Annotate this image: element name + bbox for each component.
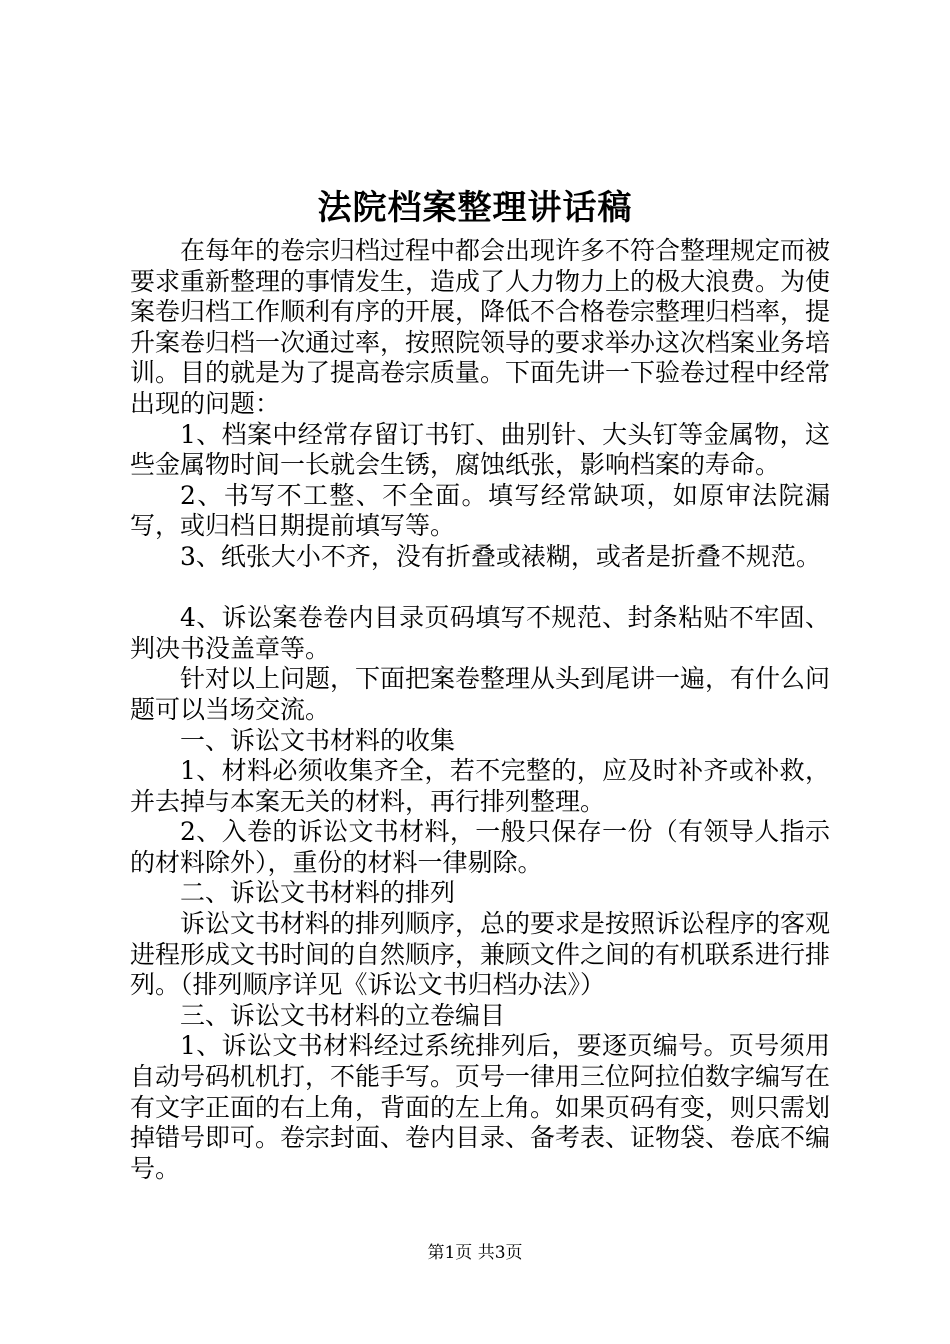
paragraph-transition: 针对以上问题，下面把案卷整理从头到尾讲一遍，有什么问题可以当场交流。	[130, 664, 831, 724]
section-heading-arrangement: 二、诉讼文书材料的排列	[180, 878, 456, 908]
paragraph-cataloguing-1: 1、诉讼文书材料经过系统排列后，要逐页编号。页号须用自动号码机机打，不能手写。页号一律用三位阿拉伯数字编写在有文字正面的右上角，背面的左上角。如果页码有变，则只需划掉错号即可。卷宗封面、卷内目录、备考表、证物袋、卷底不编号。	[130, 1031, 831, 1183]
paragraph-collection-1: 1、材料必须收集齐全，若不完整的，应及时补齐或补救，并去掉与本案无关的材料，再行排列整理。	[130, 756, 830, 816]
paragraph-arrangement: 诉讼文书材料的排列顺序，总的要求是按照诉讼程序的客观进程形成文书时间的自然顺序，兼顾文件之间的有机联系进行排列。（排列顺序详见《诉讼文书归档办法》）	[130, 909, 831, 1000]
page-footer: 第1页 共3页	[427, 1243, 523, 1263]
section-heading-collection: 一、诉讼文书材料的收集	[180, 725, 456, 755]
paragraph-issue-2: 2、书写不工整、不全面。填写经常缺项，如原审法院漏写，或归档日期提前填写等。	[130, 480, 830, 541]
section-heading-cataloguing: 三、诉讼文书材料的立卷编目	[180, 1000, 506, 1030]
paragraph-collection-2: 2、入卷的诉讼文书材料，一般只保存一份（有领导人指示的材料除外），重份的材料一律剔除。	[130, 817, 830, 877]
paragraph-issue-4: 4、诉讼案卷卷内目录页码填写不规范、封条粘贴不牢固、判决书没盖章等。	[130, 603, 830, 663]
document-title: 法院档案整理讲话稿	[317, 188, 633, 228]
paragraph-intro: 在每年的卷宗归档过程中都会出现许多不符合整理规定而被要求重新整理的事情发生，造成了人力物力上的极大浪费。为使案卷归档工作顺利有序的开展，降低不合格卷宗整理归档率，提升案卷归档一次通过率，按照院领导的要求举办这次档案业务培训。目的就是为了提高卷宗质量。下面先讲一下验卷过程中经常出现的问题：	[130, 236, 831, 418]
paragraph-issue-3: 3、纸张大小不齐，没有折叠或裱糊，或者是折叠不规范。	[180, 541, 821, 571]
document-body	[130, 236, 830, 1184]
paragraph-issue-1: 1、档案中经常存留订书钉、曲别针、大头钉等金属物，这些金属物时间一长就会生锈，腐蚀纸张，影响档案的寿命。	[130, 419, 830, 480]
